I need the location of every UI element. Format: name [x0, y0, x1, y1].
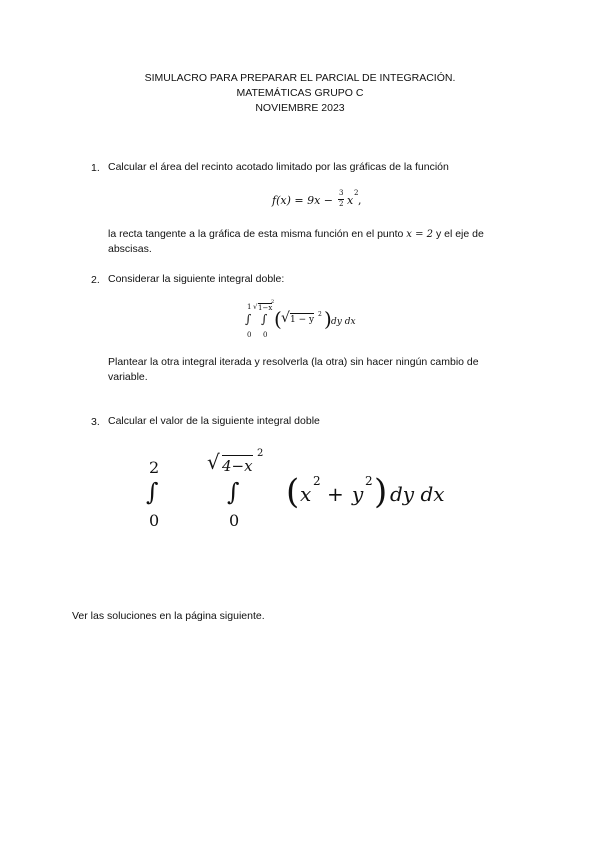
- problem-1-text-line1: [108, 227, 484, 242]
- problem-2-text-line1: Plantear la otra integral iterada y resolverla (la otra) sin hacer ningún cambio de: [108, 356, 479, 368]
- p3-outer-integral-sign: ∫: [146, 478, 159, 506]
- problem-2-number: 2.: [91, 274, 100, 286]
- p2-inner-upper-exp: 2: [271, 299, 275, 305]
- p2-inner-lower: 0: [263, 331, 268, 339]
- p3-term1-exp: 2: [313, 474, 321, 488]
- p3-inner-upper-radical-sign: √: [207, 450, 220, 474]
- formula-lhs: f(x) = 9x −: [272, 194, 337, 207]
- p3-inner-lower: 0: [229, 511, 240, 530]
- p3-left-paren: (: [286, 472, 300, 512]
- header-subtitle: MATEMÁTICAS GRUPO C: [236, 87, 364, 99]
- p2-sqrt-sign: √: [281, 310, 290, 326]
- p3-plus: +: [327, 482, 344, 506]
- p2-left-paren: (: [274, 307, 282, 331]
- problem-1-number: 1.: [91, 162, 100, 174]
- footer-note: Ver las soluciones en la página siguiente.: [72, 610, 265, 622]
- problem-3-intro: Calcular el valor de la siguiente integral doble: [108, 415, 320, 427]
- header-title: SIMULACRO PARA PREPARAR EL PARCIAL DE INTEGRACIÓN.: [144, 72, 456, 84]
- formula-frac-den: 2: [339, 200, 344, 208]
- formula-tail: ,: [358, 194, 362, 207]
- problem-1-intro: Calcular el área del recinto acotado limitado por las gráficas de la función: [108, 161, 449, 173]
- formula-frac-num: 3: [339, 189, 344, 197]
- p3-outer-upper: 2: [149, 458, 160, 477]
- p2-radicand-exp: 2: [318, 311, 322, 318]
- p3-term2: y: [352, 482, 364, 506]
- p2-outer-upper: 1: [247, 303, 252, 311]
- problem-2-text-line2: variable.: [108, 371, 148, 383]
- p3-inner-integral-sign: ∫: [227, 478, 240, 506]
- formula-var: x: [347, 194, 354, 207]
- problem-1-text-a: la recta tangente a la gráfica de esta misma función en el punto: [108, 228, 404, 240]
- p3-term2-exp: 2: [365, 474, 373, 488]
- p2-outer-lower: 0: [247, 331, 252, 339]
- p3-outer-lower: 0: [149, 511, 160, 530]
- p3-differentials: dy dx: [390, 482, 445, 506]
- p2-inner-upper-radical-sign: √: [253, 303, 258, 311]
- p3-inner-upper-radicand: 4−x: [222, 457, 253, 475]
- problem-2-integral: [244, 299, 364, 343]
- problem-1-text-b: y el eje de: [435, 228, 484, 240]
- p2-inner-integral-sign: ∫: [261, 312, 268, 326]
- p3-term1: x: [300, 482, 312, 506]
- p2-right-paren: ): [324, 307, 332, 331]
- problem-3-number: 3.: [91, 416, 100, 428]
- p2-differentials: dy dx: [331, 317, 356, 327]
- formula-exp: 2: [354, 189, 359, 197]
- p2-outer-integral-sign: ∫: [245, 312, 252, 326]
- problem-1-point: x = 2: [406, 229, 434, 240]
- p2-inner-upper-radicand: 1−x: [258, 304, 273, 312]
- problem-1-text-line2: abscisas.: [108, 243, 152, 255]
- p2-radicand: 1 − y: [290, 315, 315, 325]
- header-date: NOVIEMBRE 2023: [255, 102, 345, 114]
- p3-right-paren: ): [374, 472, 388, 512]
- problem-2-intro: Considerar la siguiente integral doble:: [108, 273, 285, 285]
- problem-3-integral: [140, 448, 470, 538]
- p3-inner-upper-exp: 2: [257, 448, 264, 459]
